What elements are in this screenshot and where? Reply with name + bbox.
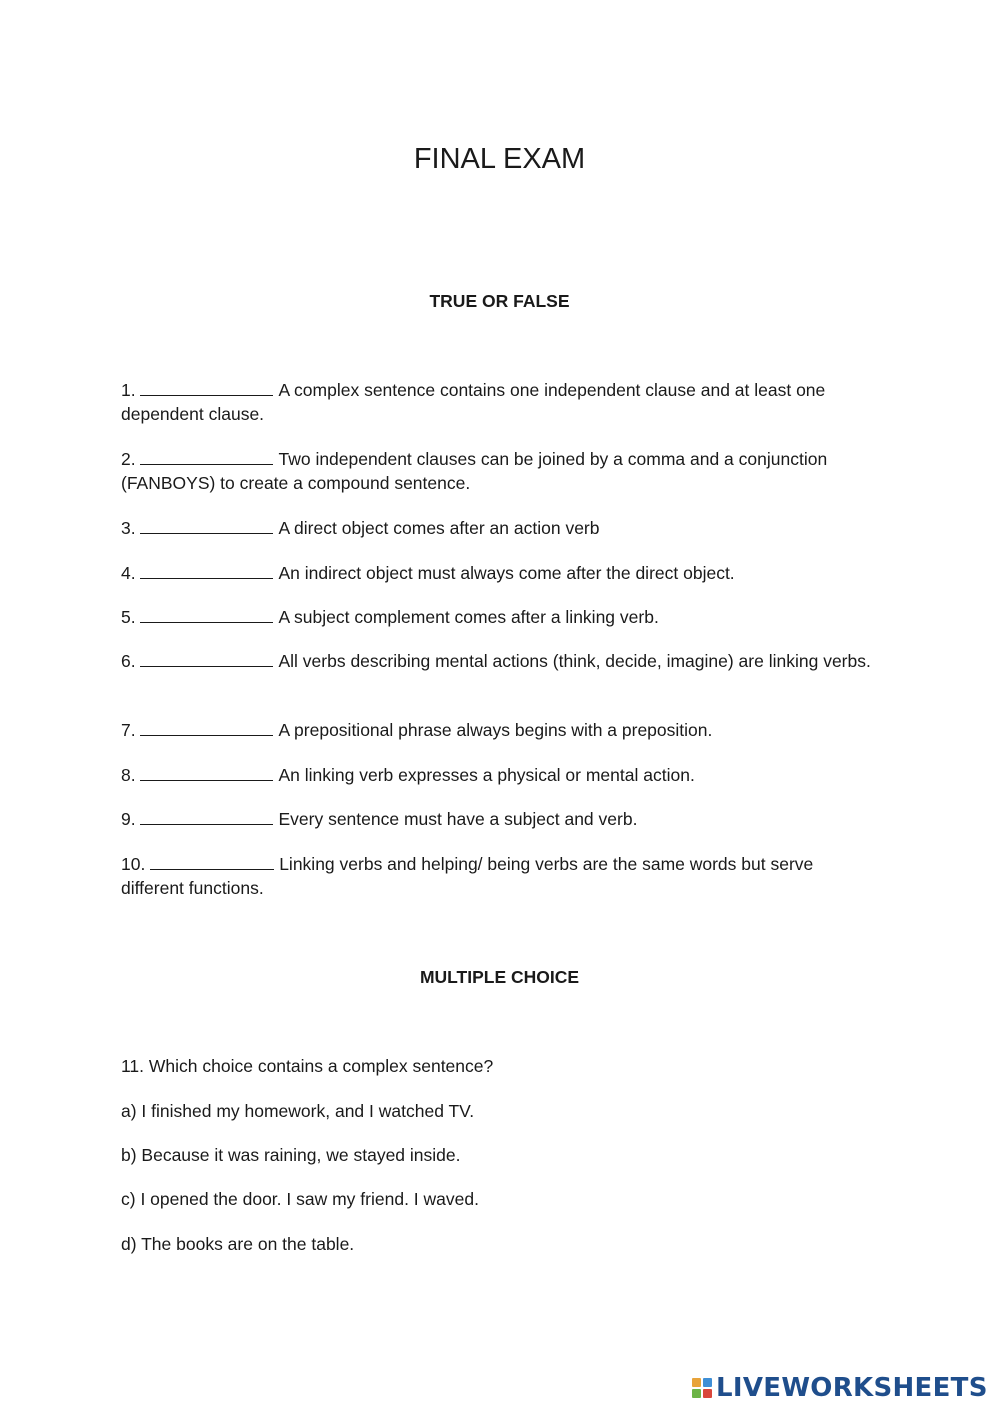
tf-question-2 [121, 447, 881, 495]
logo-square-orange [692, 1378, 701, 1387]
question-number: 4. [121, 563, 136, 583]
answer-blank[interactable] [140, 621, 273, 623]
question-number: 9. [121, 809, 136, 829]
tf-question-9 [121, 807, 881, 831]
mc-question-11: 11. Which choice contains a complex sentence? [121, 1056, 494, 1076]
question-text: An indirect object must always come after the direct object. [278, 563, 735, 583]
question-number: 3. [121, 518, 136, 538]
question-number: 7. [121, 720, 136, 740]
question-text: Two independent clauses can be joined by a comma and a conjunction (FANBOYS) to create a compound sentence. [121, 449, 828, 493]
question-text: A prepositional phrase always begins with a preposition. [278, 720, 713, 740]
question-number: 2. [121, 449, 136, 469]
liveworksheets-logo [692, 1373, 988, 1403]
tf-question-1 [121, 378, 881, 426]
question-number: 6. [121, 651, 136, 671]
mc-option-b[interactable]: b) Because it was raining, we stayed inside. [121, 1145, 461, 1165]
tf-question-6 [121, 649, 881, 673]
question-text: A subject complement comes after a linking verb. [278, 607, 659, 627]
tf-question-8 [121, 763, 881, 787]
answer-blank[interactable] [150, 868, 274, 870]
mc-option-a[interactable]: a) I finished my homework, and I watched TV. [121, 1101, 475, 1121]
answer-blank[interactable] [140, 665, 273, 667]
answer-blank[interactable] [140, 394, 273, 396]
answer-blank[interactable] [140, 577, 273, 579]
mc-option-c[interactable]: c) I opened the door. I saw my friend. I waved. [121, 1189, 479, 1209]
answer-blank[interactable] [140, 779, 273, 781]
logo-square-blue [703, 1378, 712, 1387]
question-text: All verbs describing mental actions (think, decide, imagine) are linking verbs. [278, 651, 871, 671]
true-false-heading: TRUE OR FALSE [429, 291, 570, 311]
logo-square-red [703, 1389, 712, 1398]
question-number: 5. [121, 607, 136, 627]
tf-question-5 [121, 605, 881, 629]
question-text: Every sentence must have a subject and verb. [278, 809, 638, 829]
answer-blank[interactable] [140, 532, 273, 534]
question-number: 1. [121, 380, 136, 400]
question-number: 8. [121, 765, 136, 785]
logo-text: LIVEWORKSHEETS [716, 1373, 988, 1403]
question-text: A direct object comes after an action verb [278, 518, 600, 538]
logo-square-green [692, 1389, 701, 1398]
tf-question-10 [121, 852, 881, 900]
tf-question-4 [121, 561, 881, 585]
tf-question-7 [121, 718, 881, 742]
multiple-choice-heading: MULTIPLE CHOICE [419, 967, 580, 987]
question-text: An linking verb expresses a physical or mental action. [278, 765, 695, 785]
mc-option-d[interactable]: d) The books are on the table. [121, 1234, 355, 1254]
answer-blank[interactable] [140, 463, 273, 465]
question-text: A complex sentence contains one independent clause and at least one dependent clause. [121, 380, 826, 424]
tf-question-3 [121, 516, 881, 540]
liveworksheets-logo-icon [692, 1378, 712, 1398]
answer-blank[interactable] [140, 823, 273, 825]
question-number: 10. [121, 854, 146, 874]
question-text: Linking verbs and helping/ being verbs are the same words but serve different functions. [121, 854, 814, 898]
page-title: FINAL EXAM [413, 143, 586, 175]
answer-blank[interactable] [140, 734, 273, 736]
